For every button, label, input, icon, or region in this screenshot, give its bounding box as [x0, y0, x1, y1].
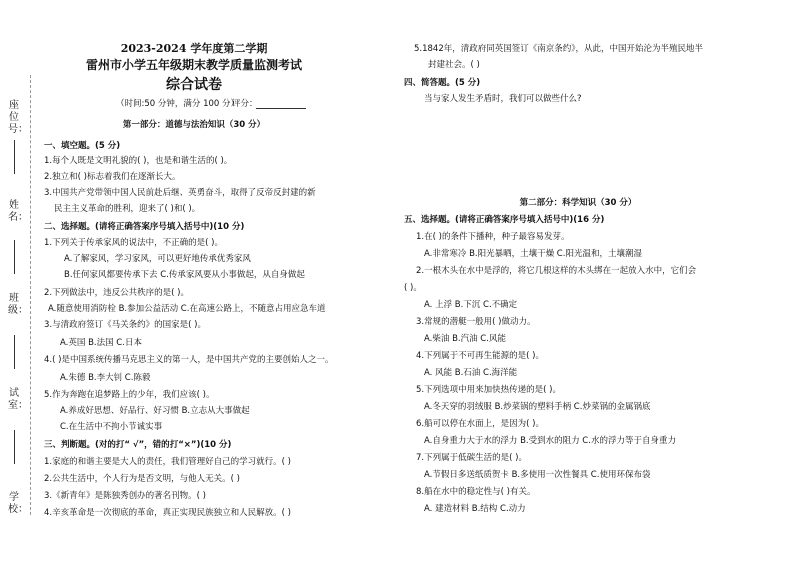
question-text: 民主主义革命的胜利，迎来了( )和( )。 [54, 204, 201, 214]
question-text: 8.船在水中的稳定性与( )有关。 [416, 487, 536, 497]
name-field[interactable] [14, 240, 16, 274]
option-text: A.了解家风，学习家风，可以更好地传承优秀家风 [64, 254, 251, 264]
part1-title: 第一部分：道德与法治知识（30 分） [122, 120, 266, 130]
question-text: 2.公共生活中，个人行为是否文明，与他人无关。( ) [44, 474, 240, 484]
subject-title: 综合试卷 [166, 77, 222, 93]
option-text: A.节假日多送纸质贺卡 B.多使用一次性餐具 C.使用环保布袋 [424, 470, 651, 480]
option-text: A. 上浮 B.下沉 C.不确定 [424, 300, 518, 310]
question-text: 1.家庭的和谐主要是大人的责任，我们管理好自己的学习就行。( ) [44, 457, 291, 467]
question-text: 4.( )是中国系统传播马克思主义的第一人，是中国共产党的主要创始人之一。 [44, 355, 334, 365]
option-text: A.随意使用消防栓 B.参加公益活动 C.在高速公路上，不随意占用应急车道 [48, 304, 326, 314]
question-text: 3.常规的潜艇一般用( )做动力。 [416, 317, 536, 327]
class-field[interactable] [14, 335, 16, 369]
option-text: A.英国 B.法国 C.日本 [60, 338, 142, 348]
section1-title: 一、填空题。(5 分) [44, 141, 121, 151]
question-text: 3.与清政府签订《马关条约》的国家是( )。 [44, 320, 206, 330]
question-text: 7.下列属于低碳生活的是( )。 [416, 453, 527, 463]
question-text: 5.下列选项中用来加快热传递的是( )。 [416, 385, 561, 395]
part2-title: 第二部分：科学知识（30 分） [519, 198, 637, 208]
seat-number-label: 座位号： [8, 100, 28, 135]
question-text: 2.独立和( )标志着我们在逐渐长大。 [44, 172, 181, 182]
section3-title: 三、判断题。(对的打“ √”，错的打“×”)(10 分) [44, 440, 232, 450]
question-text: 5.作为奔跑在追梦路上的少年，我们应该( )。 [44, 390, 215, 400]
question-text: 5.1842年，清政府同英国签订《南京条约》，从此，中国开始沦为半殖民地半 [414, 44, 703, 54]
question-text: 1.每个人既是文明礼貌的( )，也是和谐生活的( )。 [44, 156, 233, 166]
question-text: 3.《新青年》是陈独秀创办的著名刊物。( ) [44, 491, 206, 501]
option-text: A. 风能 B.石油 C.海洋能 [424, 368, 518, 378]
exam-name-title: 雷州市小学五年级期末教学质量监测考试 [85, 58, 302, 72]
option-text: A.养成好思想、好品行、好习惯 B.立志从大事做起 [60, 406, 250, 416]
short-answer-question: 当与家人发生矛盾时，我们可以做些什么? [424, 94, 582, 104]
seat-number-field[interactable] [14, 140, 16, 174]
exam-room-field[interactable] [14, 430, 16, 464]
class-label: 班级： [8, 293, 28, 316]
score-label: 评分： [232, 99, 258, 109]
question-text: ( )。 [404, 283, 422, 293]
option-text: A.柴油 B.汽油 C.风能 [424, 334, 506, 344]
question-text: 2.一根木头在水中是浮的，将它几根这样的木头绑在一起放入水中，它们会 [416, 266, 697, 276]
section4-title: 四、简答题。(5 分) [404, 78, 481, 88]
question-text: 6.船可以停在水面上，是因为( )。 [416, 419, 544, 429]
school-label: 学校： [8, 492, 28, 515]
option-text: C.在生活中不拘小节诚实事 [60, 422, 163, 432]
question-text: 1.在( )的条件下播种，种子最容易发芽。 [416, 232, 570, 242]
answer-area[interactable] [424, 110, 744, 166]
option-text: A.冬天穿的羽绒服 B.炒菜锅的塑料手柄 C.炒菜锅的金属锅底 [424, 402, 651, 412]
section2-title: 二、选择题。(请将正确答案序号填入括号中)(10 分) [44, 222, 245, 232]
time-score-info: （时间:50 分钟，满分 100 分） [116, 99, 240, 109]
option-text: A.非常寒冷 B.阳光暴晒，土壤干燥 C.阳光温和，土壤潮湿 [424, 249, 642, 259]
option-text: A.自身重力大于水的浮力 B.受到水的阻力 C.水的浮力等于自身重力 [424, 436, 676, 446]
binding-line [30, 75, 31, 515]
section5-title: 五、选择题。(请将正确答案序号填入括号中)(16 分) [404, 215, 605, 225]
exam-room-label: 试室： [8, 388, 28, 411]
name-label: 姓名： [8, 200, 28, 223]
question-text: 4.下列属于不可再生能源的是( )。 [416, 351, 544, 361]
option-text: B.任何家风都要传承下去 C.传承家风要从小事做起，从自身做起 [64, 270, 305, 280]
score-field[interactable] [256, 108, 306, 109]
year-term-title: 2023-2024 学年度第二学期 [120, 42, 268, 55]
option-text: A.朱德 B.李大钊 C.陈毅 [60, 373, 151, 383]
option-text: A. 建造材料 B.结构 C.动力 [424, 504, 526, 514]
question-text: 3.中国共产党带领中国人民前赴后继、英勇奋斗，取得了反帝反封建的新 [44, 188, 316, 198]
question-text: 1.下列关于传承家风的说法中，不正确的是( )。 [44, 238, 223, 248]
question-text: 4.辛亥革命是一次彻底的革命，真正实现民族独立和人民解放。( ) [44, 508, 291, 518]
question-text: 封建社会。( ) [428, 60, 480, 70]
question-text: 2.下列做法中，违反公共秩序的是( )。 [44, 288, 189, 298]
